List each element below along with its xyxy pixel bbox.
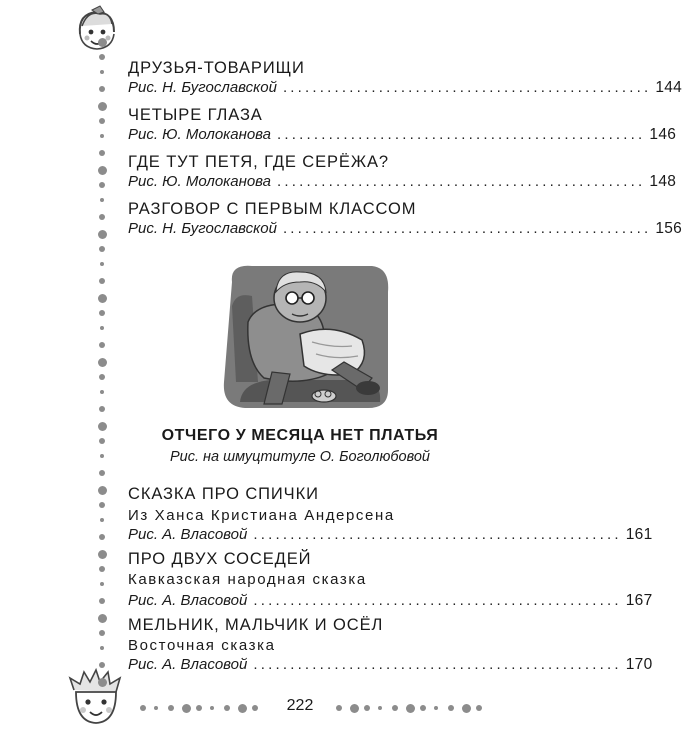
decorative-dot — [100, 582, 104, 586]
entry-line — [128, 220, 682, 242]
decorative-dot — [100, 198, 104, 202]
decorative-dot — [98, 678, 107, 687]
section-title: ОТЧЕГО У МЕСЯЦА НЕТ ПЛАТЬЯ — [161, 427, 439, 444]
decorative-dot — [364, 705, 370, 711]
entry-page: 146 — [649, 126, 677, 143]
dot-leader: .................................................. — [277, 126, 646, 143]
decorative-dot — [168, 705, 174, 711]
decorative-dot — [99, 630, 105, 636]
decorative-dot — [238, 704, 247, 713]
old-man-sewing-illustration — [212, 262, 394, 414]
decorative-dot — [378, 706, 382, 710]
decorative-dot — [99, 86, 105, 92]
decorative-dot — [100, 518, 104, 522]
decorative-dot — [210, 706, 214, 710]
decorative-dot — [252, 705, 258, 711]
decorative-dot — [448, 705, 454, 711]
entry-page: 144 — [655, 79, 682, 96]
entry-title: ГДЕ ТУТ ПЕТЯ, ГДЕ СЕРЁЖА? — [128, 153, 389, 171]
decorative-dot — [99, 502, 105, 508]
decorative-dot — [98, 358, 107, 367]
entry-line — [128, 79, 682, 101]
decorative-dot — [99, 374, 105, 380]
decorative-dot — [476, 705, 482, 711]
dot-leader: .................................................. — [282, 220, 652, 237]
entry-page: 156 — [655, 220, 682, 237]
decorative-dot — [98, 614, 107, 623]
decorative-dot — [336, 705, 342, 711]
left-dotted-border — [95, 38, 109, 698]
decorative-dot — [100, 134, 104, 138]
decorative-dot — [99, 214, 105, 220]
decorative-dot — [99, 246, 105, 252]
decorative-dot — [182, 704, 191, 713]
decorative-dot — [99, 406, 105, 412]
decorative-dot — [100, 390, 104, 394]
decorative-dot — [420, 705, 426, 711]
entry-artist: Рис. Н. Бугославской — [128, 79, 277, 96]
decorative-dot — [99, 662, 105, 668]
decorative-dot — [406, 704, 415, 713]
entry-page: 148 — [649, 173, 677, 190]
decorative-dot — [99, 150, 105, 156]
decorative-dot — [98, 38, 107, 47]
entry-line — [128, 526, 653, 548]
decorative-dot — [98, 486, 107, 495]
decorative-dot — [196, 705, 202, 711]
dot-leader: .................................................. — [253, 656, 622, 673]
dot-leader: .................................................. — [282, 79, 652, 96]
entry-line — [128, 173, 677, 195]
entry-title: РАЗГОВОР С ПЕРВЫМ КЛАССОМ — [128, 200, 417, 218]
entry-artist: Рис. Ю. Молоканова — [128, 173, 272, 190]
decorative-dot — [100, 646, 104, 650]
entry-line — [128, 592, 653, 614]
decorative-dot — [99, 278, 105, 284]
decorative-dot — [140, 705, 146, 711]
decorative-dot — [100, 70, 104, 74]
decorative-dot — [434, 706, 438, 710]
decorative-dot — [99, 310, 105, 316]
dot-leader: .................................................. — [253, 592, 622, 609]
decorative-dot — [98, 230, 107, 239]
entry-title: ЧЕТЫРЕ ГЛАЗА — [128, 106, 263, 124]
page-number: 222 — [268, 697, 332, 715]
decorative-dot — [224, 705, 230, 711]
decorative-dot — [99, 182, 105, 188]
decorative-dot — [100, 326, 104, 330]
decorative-dot — [100, 262, 104, 266]
section-subtitle: Рис. на шмуцтитуле О. Боголюбовой — [170, 449, 430, 465]
dot-leader: .................................................. — [277, 173, 646, 190]
entry-page: 170 — [625, 656, 653, 673]
decorative-dot — [98, 102, 107, 111]
entry-title: МЕЛЬНИК, МАЛЬЧИК И ОСЁЛ — [128, 616, 384, 634]
decorative-dot — [392, 705, 398, 711]
decorative-dot — [154, 706, 158, 710]
entry-line — [128, 126, 677, 148]
dot-leader: .................................................. — [253, 526, 622, 543]
decorative-dot — [98, 166, 107, 175]
decorative-dot — [99, 534, 105, 540]
entry-title: ПРО ДВУХ СОСЕДЕЙ — [128, 550, 312, 568]
decorative-dot — [99, 54, 105, 60]
entry-title: СКАЗКА ПРО СПИЧКИ — [128, 485, 319, 503]
decorative-dot — [99, 342, 105, 348]
entry-artist: Рис. Ю. Молоканова — [128, 126, 272, 143]
decorative-dot — [350, 704, 359, 713]
entry-artist: Рис. А. Власовой — [128, 656, 248, 673]
entry-page: 161 — [625, 526, 653, 543]
entry-artist: Рис. А. Власовой — [128, 526, 248, 543]
entry-artist: Рис. А. Власовой — [128, 592, 248, 609]
entry-artist: Рис. Н. Бугославской — [128, 220, 277, 237]
entry-source: Кавказская народная сказка — [128, 571, 367, 588]
decorative-dot — [462, 704, 471, 713]
decorative-dot — [99, 598, 105, 604]
entry-source: Восточная сказка — [128, 637, 276, 654]
entry-page: 167 — [625, 592, 653, 609]
decorative-dot — [99, 470, 105, 476]
decorative-dot — [98, 294, 107, 303]
decorative-dot — [99, 566, 105, 572]
entry-title: ДРУЗЬЯ-ТОВАРИЩИ — [128, 59, 305, 77]
decorative-dot — [98, 550, 107, 559]
entry-source: Из Ханса Кристиана Андерсена — [128, 507, 395, 524]
decorative-dot — [99, 118, 105, 124]
entry-line — [128, 656, 653, 678]
